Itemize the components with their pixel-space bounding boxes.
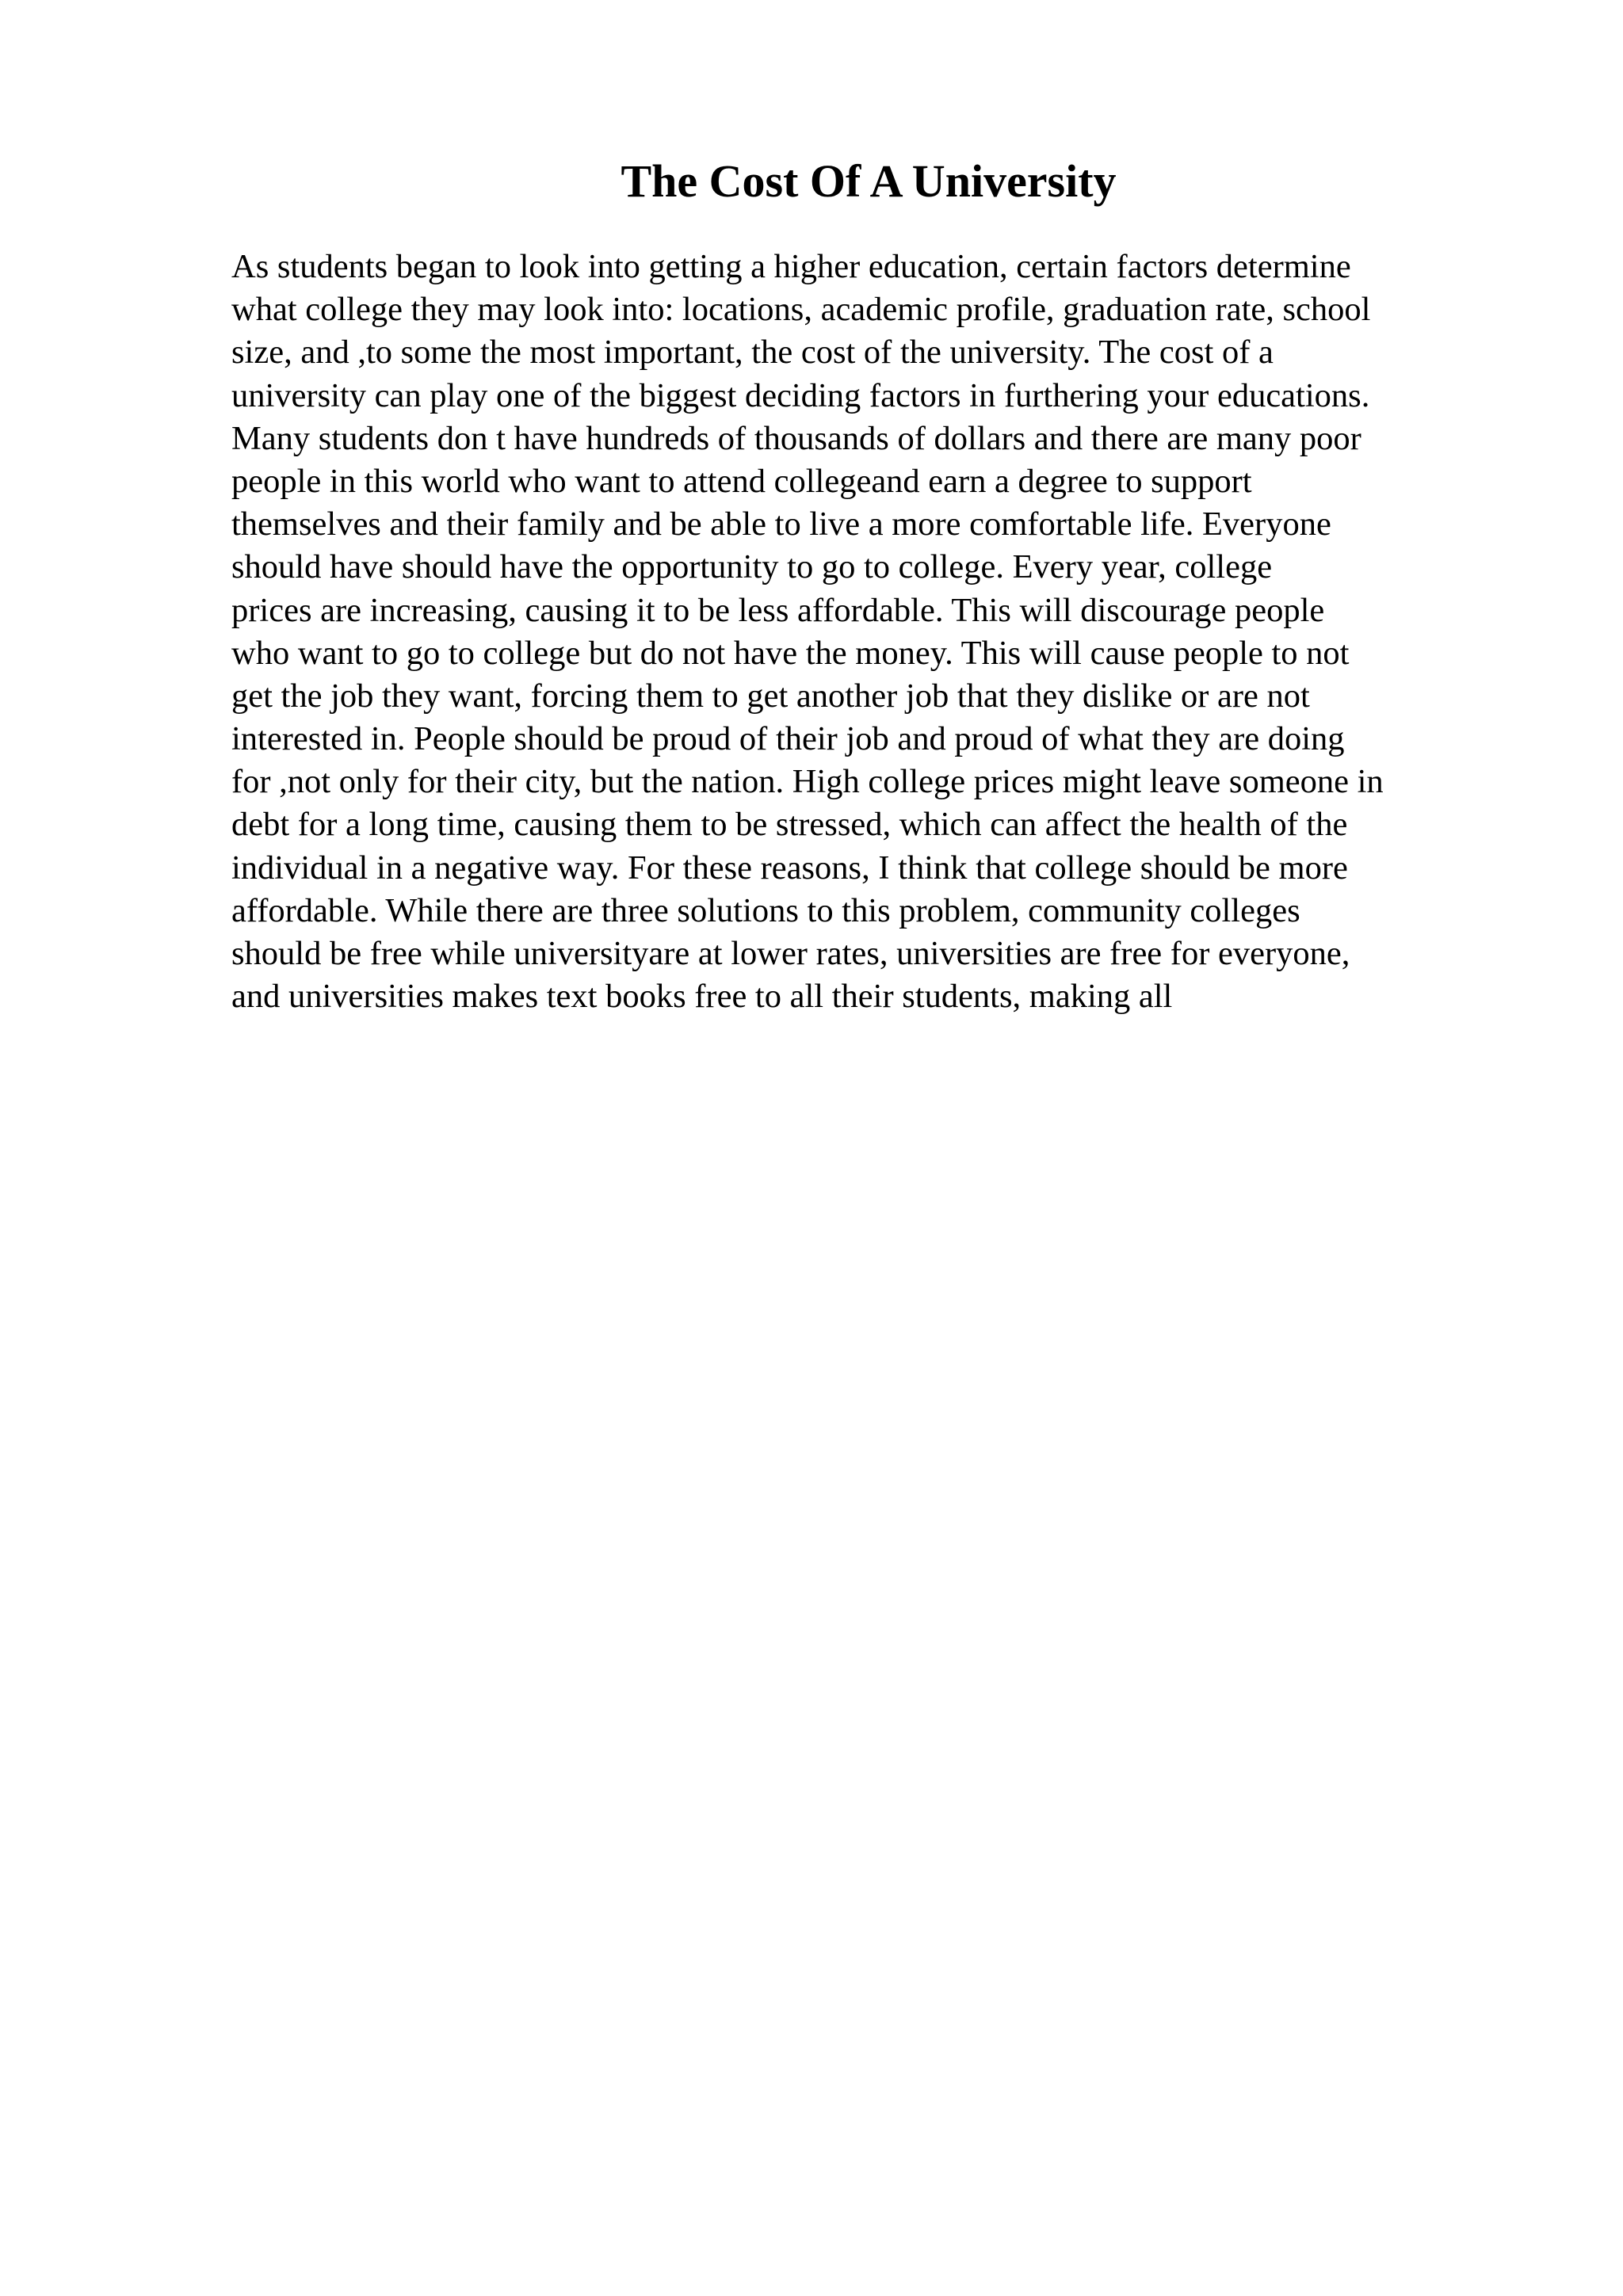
text-line: size, and ,to some the most important, the cost of the university. The cost of a: [231, 334, 1274, 372]
text-line: what college they may look into: locations, academic profile, graduation rate, school: [231, 291, 1371, 329]
text-line: people in this world who want to attend collegeand earn a degree to support: [231, 462, 1252, 500]
text-line: affordable. While there are three solutions to this problem, community colleges: [231, 891, 1300, 929]
document-title: The Cost Of A University: [621, 155, 1117, 207]
text-line: individual in a negative way. For these reasons, I think that college should be more: [231, 849, 1348, 887]
text-line: Many students don t have hundreds of thousands of dollars and there are many poor: [231, 419, 1361, 457]
text-line: As students began to look into getting a higher education, certain factors determine: [231, 248, 1351, 285]
text-line: interested in. People should be proud of their job and proud of what they are doing: [231, 720, 1345, 758]
text-line: debt for a long time, causing them to be stressed, which can affect the health of the: [231, 806, 1348, 844]
text-line: for ,not only for their city, but the nation. High college prices might leave someone in: [231, 763, 1384, 801]
text-line: university can play one of the biggest deciding factors in furthering your educations.: [231, 376, 1370, 414]
text-line: get the job they want, forcing them to get another job that they dislike or are not: [231, 677, 1310, 715]
text-line: who want to go to college but do not have the money. This will cause people to not: [231, 634, 1350, 672]
text-line: should have should have the opportunity to go to college. Every year, college: [231, 548, 1273, 586]
text-line: should be free while universityare at lower rates, universities are free for everyone,: [231, 935, 1350, 972]
body-paragraph: [231, 246, 1594, 1018]
text-line: and universities makes text books free to all their students, making all: [231, 978, 1173, 1016]
text-line: themselves and their family and be able to live a more comfortable life. Everyone: [231, 505, 1331, 543]
text-line: prices are increasing, causing it to be less affordable. This will discourage people: [231, 591, 1325, 629]
